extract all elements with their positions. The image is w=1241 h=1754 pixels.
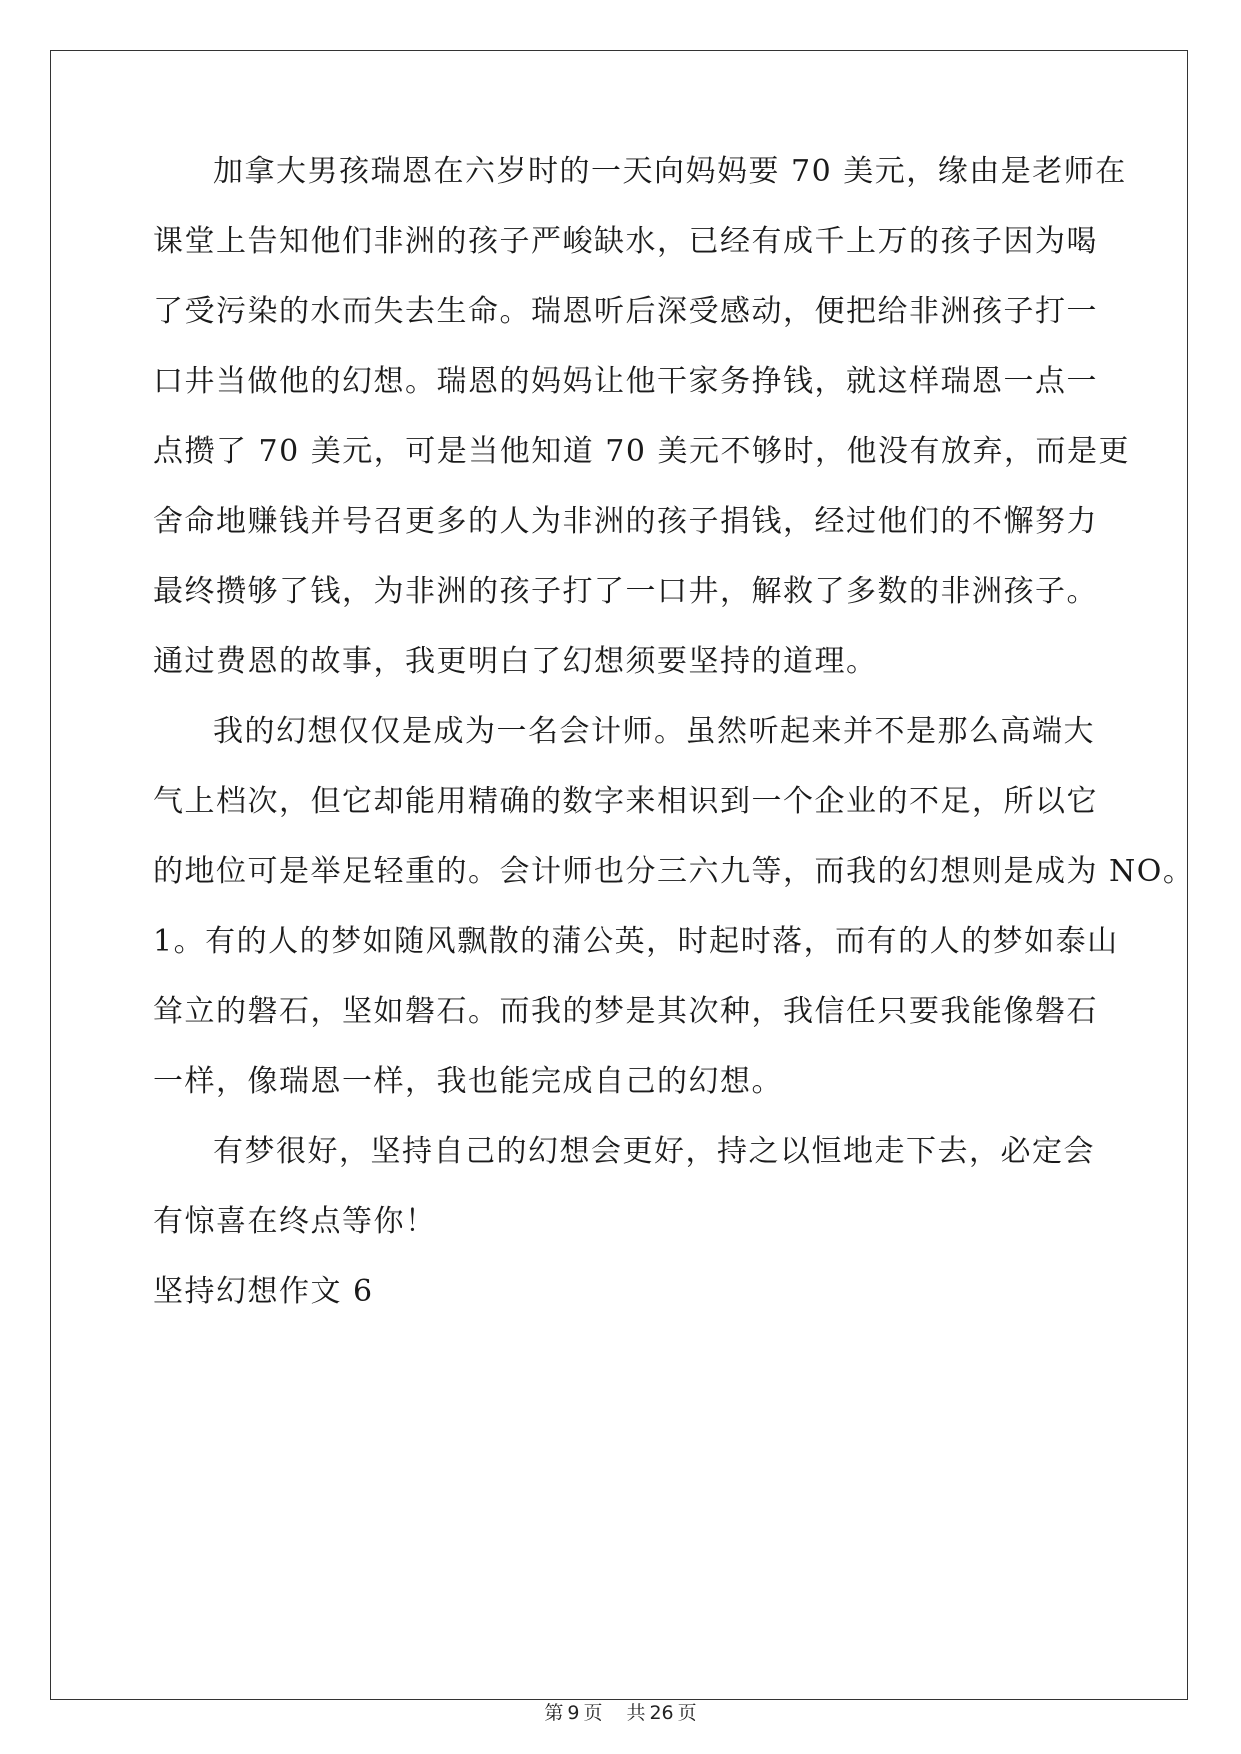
text-line: 最终攒够了钱，为非洲的孩子打了一口井，解救了多数的非洲孩子。	[153, 574, 1098, 609]
text-line: 有惊喜在终点等你！	[153, 1204, 437, 1239]
text-line: 课堂上告知他们非洲的孩子严峻缺水，已经有成千上万的孩子因为喝	[153, 224, 1098, 259]
text-line: 了受污染的水而失去生命。瑞恩听后深受感动，便把给非洲孩子打一	[153, 294, 1098, 329]
page-suffix: 页	[583, 1702, 603, 1724]
total-suffix: 页	[677, 1702, 697, 1724]
section-heading: 坚持幻想作文 6	[153, 1274, 374, 1309]
text-line: 通过费恩的故事，我更明白了幻想须要坚持的道理。	[153, 644, 878, 679]
page-number: 9	[567, 1702, 580, 1724]
text-line: 气上档次，但它却能用精确的数字来相识到一个企业的不足，所以它	[153, 784, 1098, 819]
text-line: 加拿大男孩瑞恩在六岁时的一天向妈妈要 70 美元，缘由是老师在	[213, 154, 1127, 189]
page-prefix: 第	[544, 1702, 564, 1724]
text-line: 的地位可是举足轻重的。会计师也分三六九等，而我的幻想则是成为 NO。	[153, 854, 1195, 889]
text-line: 舍命地赚钱并号召更多的人为非洲的孩子捐钱，经过他们的不懈努力	[153, 504, 1098, 539]
text-line: 口井当做他的幻想。瑞恩的妈妈让他干家务挣钱，就这样瑞恩一点一	[153, 364, 1098, 399]
total-pages: 26	[649, 1702, 674, 1724]
page-footer	[0, 1698, 1241, 1725]
text-line: 点攒了 70 美元，可是当他知道 70 美元不够时，他没有放弃，而是更	[153, 434, 1130, 469]
text-line: 1。有的人的梦如随风飘散的蒲公英，时起时落，而有的人的梦如泰山	[153, 924, 1119, 959]
text-line: 耸立的磐石，坚如磐石。而我的梦是其次种，我信任只要我能像磐石	[153, 994, 1098, 1029]
total-prefix: 共	[626, 1702, 646, 1724]
text-line: 有梦很好，坚持自己的幻想会更好，持之以恒地走下去，必定会	[213, 1134, 1095, 1169]
text-line: 一样，像瑞恩一样，我也能完成自己的幻想。	[153, 1064, 783, 1099]
text-line: 我的幻想仅仅是成为一名会计师。虽然听起来并不是那么高端大	[213, 714, 1095, 749]
